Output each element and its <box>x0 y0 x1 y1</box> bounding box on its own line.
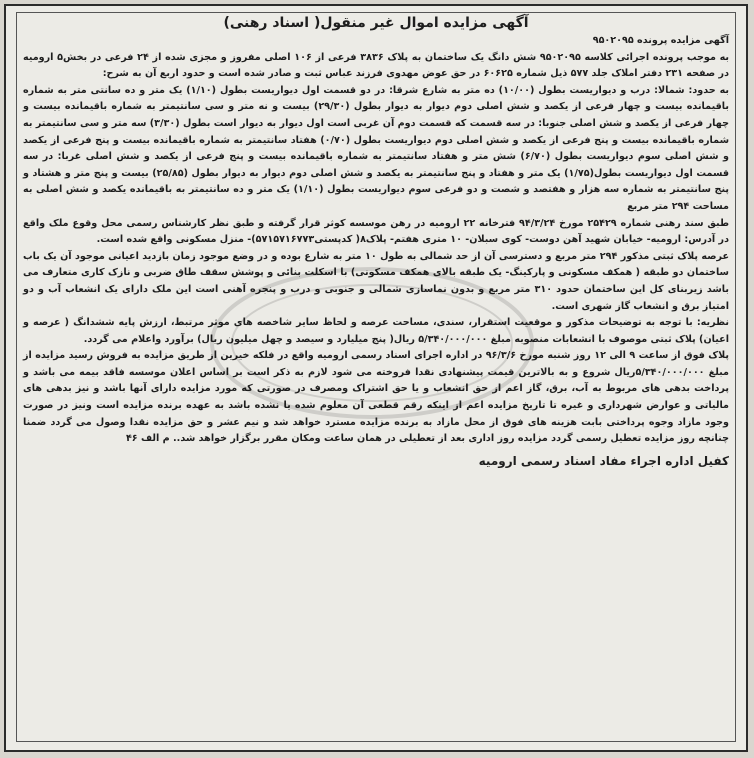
notice-file-heading: آگهی مزایده پرونده ۹۵۰۲۰۹۵ <box>592 35 729 46</box>
notice-title: آگهی مزایده اموال غیر منقول( اسناد رهنی) <box>223 15 529 31</box>
notice-building-description: عرصه پلاک ثبتی مذکور ۲۹۴ متر مربع و دسترسی آن از حد شمالی به طول ۱۰ متر به شارع بوده و در وضع موجود زمان بازدید اعیانی موجود آن یک باب ساختمان دو طبقه ( همکف مسکونی و پارکینگ- یک طبقه بالای همکف مسکونی) با اسکلت بنائی و پوشش سقف طاق ضربی و نازک کاری متعارف می باشد زیربنای کل این ساختمان حدود ۳۱۰ متر مربع و بدون نماسازی شمالی و جنوبی و درب و پنجره آهنی است این ملک دارای یک انشعاب آب و دو امتیاز برق و انشعاب گاز شهری است. <box>23 250 730 312</box>
notice-boundaries: به حدود: شمالا: درب و دیواریست بطول (۱۰/۰۰) ده متر به شارع شرقا: در دو قسمت اول دیواریست بطول (۱/۱۰) یک متر و ده سانتی متر به شماره باقیمانده بیست و چهار فرعی از یکصد و شش اصلی دوم دیوار به دیوار بطول (۲۹/۳۰) بیست و نه متر و سی سانتیمتر به شماره باقیمانده بیست و چهار فرعی از یکصد و شش اصلی جنوبا: در سه قسمت که قسمت دوم آن غربی است اول دیوار به دیوار است بطول (۳/۳۰) سه متر و سی سانتیمتر به شماره باقیمانده بیست و پنج فرعی از یکصد و شش اصلی دوم دیواریست بطول (۰/۷۰) هفتاد سانتیمتر به شماره باقیمانده بیست و پنج فرعی از یکصد و شش اصلی سوم دیواریست بطول (۶/۷۰) شش متر و هفتاد سانتیمتر به شماره باقیمانده بیست و پنج فرعی از یکصد و شش اصلی غربا: در سه قسمت اول دیواریست بطول(۱/۷۵) یک متر و هفتاد و پنج سانتیمتر به یکصد و شش اصلی دوم دیوار به دیوار بطول (۲۵/۸۵) بیست و پنج متر و هشتاد و پنج سانتیمتر به شماره سه هزار و هفتصد و شصت و دو فرعی سوم دیواریست بطول (۱/۱۰) یک متر و ده سانتیمتر به باقیمانده یکصد و شش اصلی به مساحت ۲۹۴ متر مربع <box>23 84 730 212</box>
notice-valuation: نظریه: با توجه به توضیحات مذکور و موقعیت استقرار، سندی، مساحت عرصه و لحاظ سایر شاخصه های موثر مرتبط، ارزش پایه ششدانگ ( عرصه و اعیان) پلاک ثبتی موصوف با انشعابات منصوبه مبلغ ۵/۳۴۰/۰۰۰/۰۰۰ ریال( پنج میلیارد و سیصد و چهل میلیون ریال) برآورد واعلام می گردد. <box>23 317 729 345</box>
notice-inner-frame <box>16 12 736 742</box>
notice-auction-terms: پلاک فوق از ساعت ۹ الی ۱۲ روز شنبه مورخ ۹۶/۳/۶ در اداره اجرای اسناد رسمی ارومیه واقع در فلکه خیرین از طریق مزایده به فروش رسید مزایده از مبلغ ۵/۳۴۰/۰۰۰/۰۰۰ریال شروع و به بالاترین قیمت پیشنهادی نقدا فروخته می شود لازم به ذکر است بر اساس اعلان موسسه فاقد بیمه می باشد و پرداخت بدهی های مربوط به آب، برق، گاز اعم از حق انشعاب و یا حق اشتراک ومصرف در صورتی که مورد مزایده دارای آنها باشد و نیز بدهی های مالیاتی و عوارض شهرداری و غیره تا تاریخ مزایده اعم از اینکه رقم قطعی آن معلوم شده یا نشده باشد به عهده برنده مزایده است ونیز در صورت وجود مازاد وجوه پرداختی بابت هزینه های فوق از محل مازاد به برنده مزایده مسترد خواهد شد و نیم عشر و حق مزایده نقدا وصول می گردد ضمنا چنانچه روز مزایده تعطیل رسمی گردد مزایده روز اداری بعد از تعطیلی در همان ساعت ومکان مقرر برگزار خواهد شد.. م الف ۴۶ <box>23 350 730 445</box>
notice-mortgage-address: طبق سند رهنی شماره ۲۵۴۲۹ مورخ ۹۴/۳/۲۴ فترخانه ۲۲ ارومیه در رهن موسسه کوثر قرار گرفته و طبق نظر کارشناس رسمی محل وقوع ملک واقع در آدرس: ارومیه- خیابان شهید آهن دوست- کوی سبلان- ۱۰ متری هفتم- پلاک۸( کدپستی۵۷۱۵۷۱۶۷۷۳)- منزل مسکونی واقع شده است. <box>23 217 729 246</box>
notice-property-intro: به موجب پرونده اجرائی کلاسه ۹۵۰۲۰۹۵ شش دانگ یک ساختمان به پلاک ۳۸۳۶ فرعی از ۱۰۶ اصلی مفروز و مجزی شده از ۲۴ فرعی در بخش۵ ارومیه در صفحه ۲۳۱ دفتر املاک جلد ۵۷۷ ذیل شماره ۶۰۶۲۵ در حق عوض مهدوی فرزند عباس ثبت و صادر شده است و حدود اربع آن به شرح: <box>23 51 729 80</box>
notice-signature: کفیل اداره اجراء مفاد اسناد رسمی ارومیه <box>478 453 729 468</box>
notice-frame <box>4 4 748 752</box>
